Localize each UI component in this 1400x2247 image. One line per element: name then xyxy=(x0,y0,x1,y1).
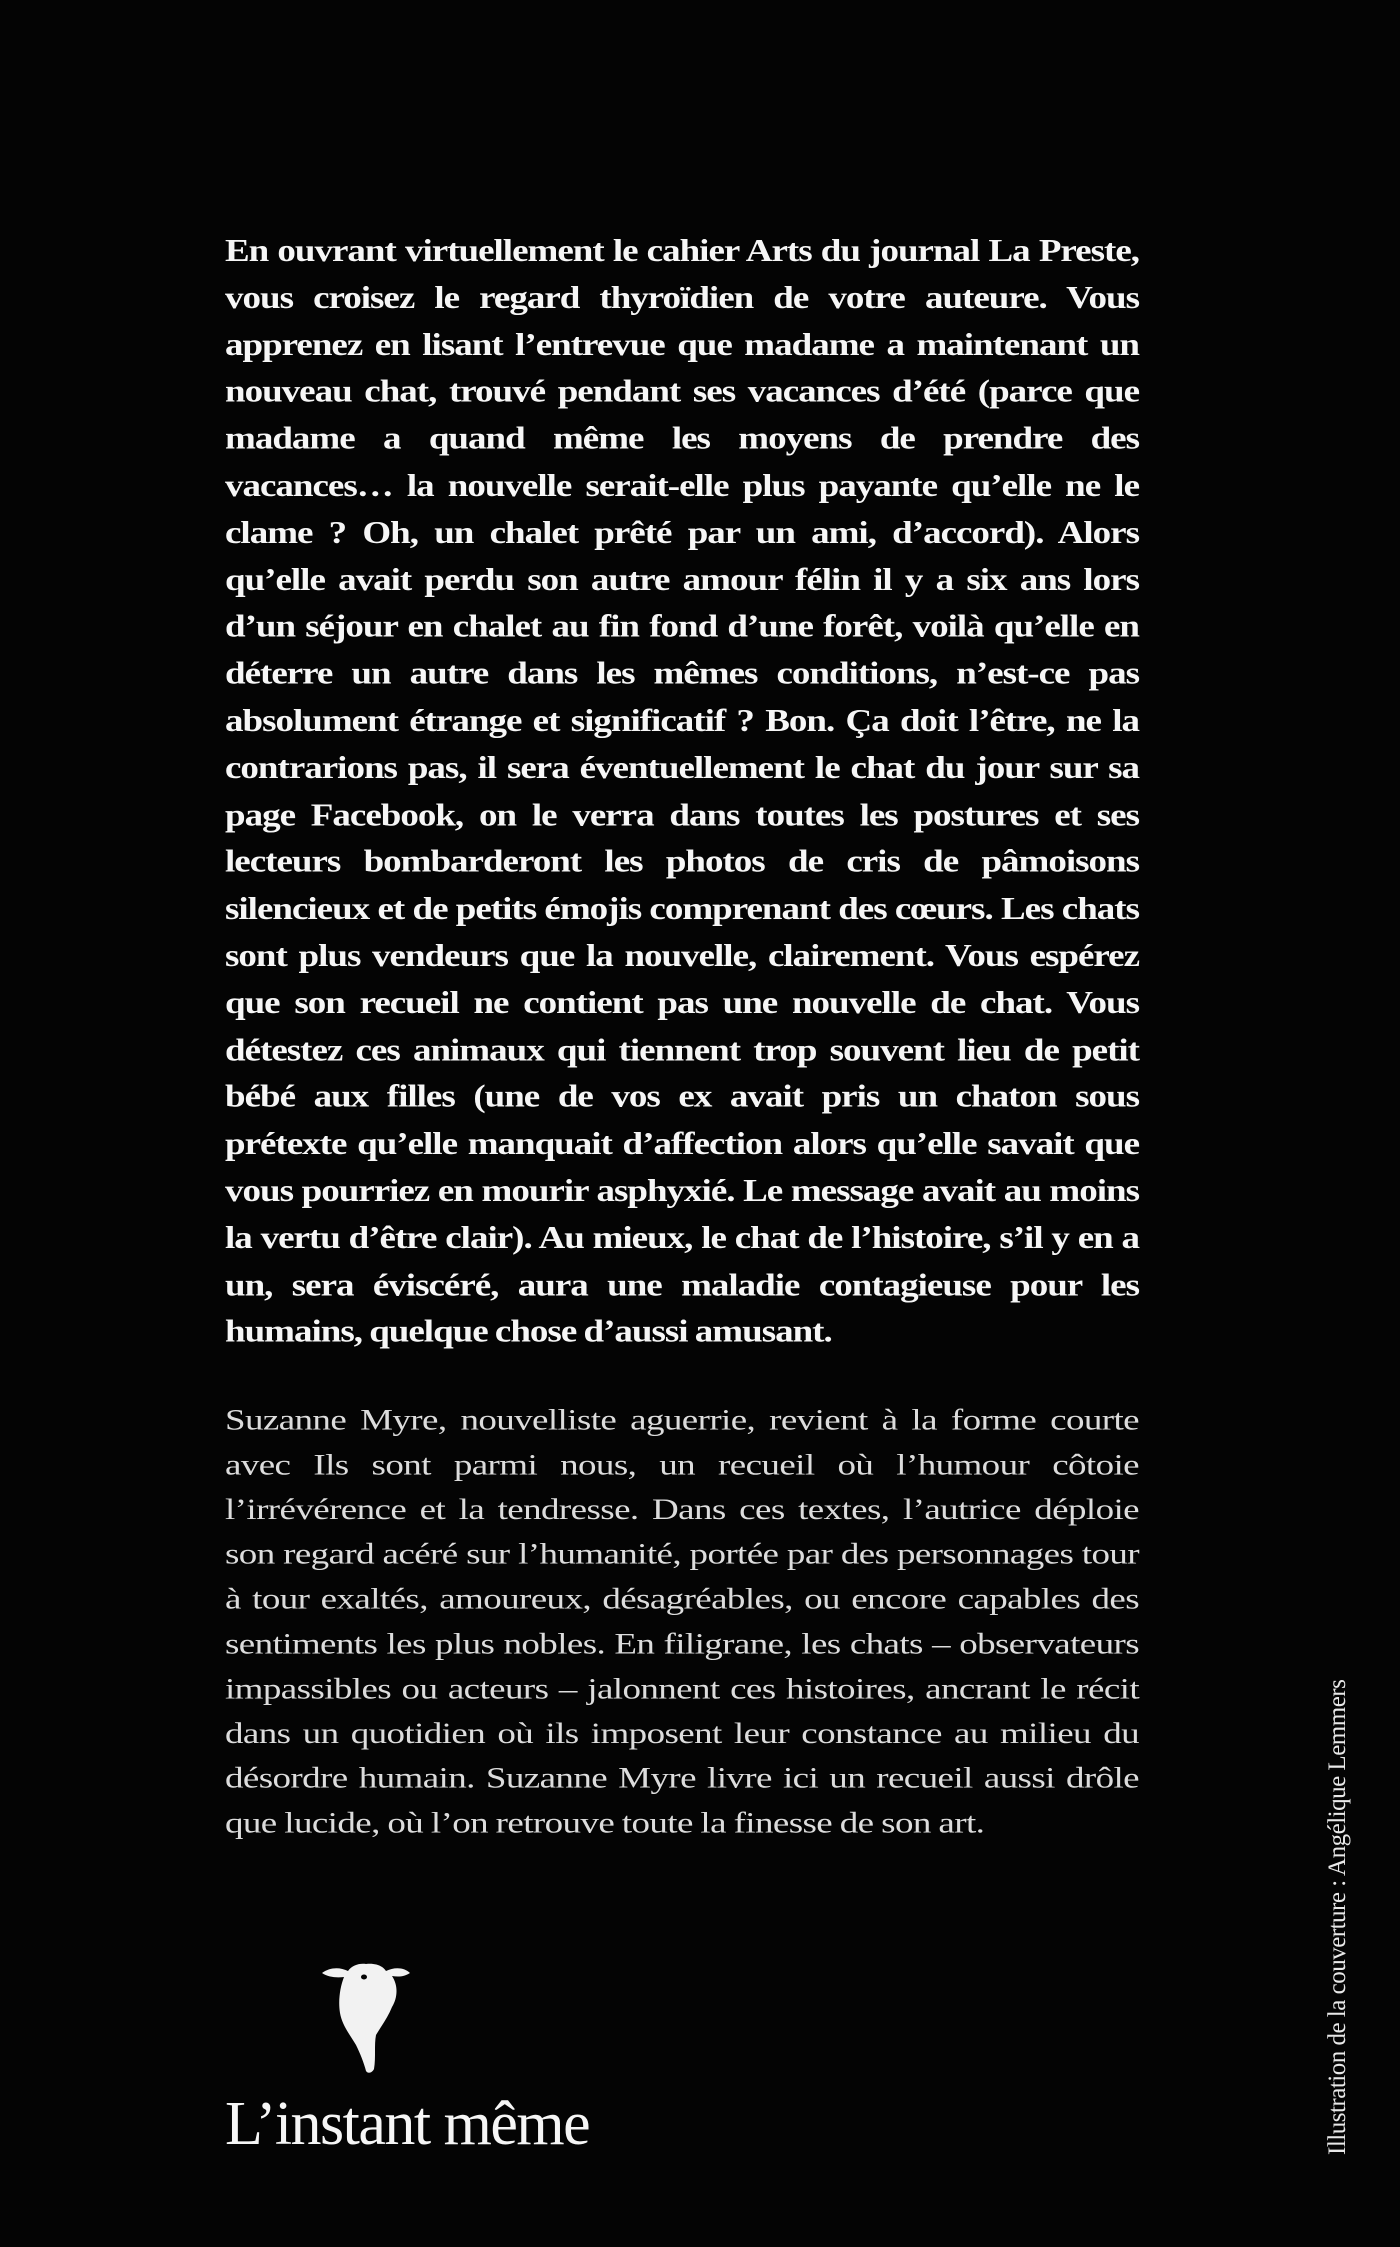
raven-silhouette-icon xyxy=(320,1955,412,2075)
publisher-name: L’instant même xyxy=(225,2090,590,2158)
cover-illustration-credit: Illustration de la couverture : Angélique Lemmers xyxy=(1324,1679,1351,2155)
description-paragraph: Suzanne Myre, nouvelliste aguerrie, revient à la forme courte avec Ils sont parmi nous, un recueil où l’humour côtoie l’irrévérence et la tendresse. Dans ces textes, l’autrice déploie son regard acéré sur l’humanité, portée par des personnages tour à tour exaltés, amoureux, désagréables, ou encore capables des sentiments les plus nobles. En filigrane, les chats – observateurs impassibles ou acteurs – jalonnent ces histoires, ancrant le récit dans un quotidien où ils imposent leur constance au milieu du désordre humain. Suzanne Myre livre ici un recueil aussi drôle que lucide, où l’on retrouve toute la finesse de son art. xyxy=(225,1403,1139,1840)
book-description xyxy=(225,1398,1139,1846)
excerpt-blurb xyxy=(225,228,1139,1356)
excerpt-paragraph: En ouvrant virtuellement le cahier Arts du journal La Preste, vous croisez le regard thyroïdien de votre auteure. Vous apprenez en lisant l’entrevue que madame a maintenant un nouveau chat, trouvé pendant ses vacances d’été (parce que madame a quand même les moyens de prendre des vacances… la nouvelle serait-elle plus payante qu’elle ne le clame ? Oh, un chalet prêté par un ami, d’accord). Alors qu’elle avait perdu son autre amour félin il y a six ans lors d’un séjour en chalet au fin fond d’une forêt, voilà qu’elle en déterre un autre dans les mêmes conditions, n’est-ce pas absolument étrange et significatif ? Bon. Ça doit l’être, ne la contrarions pas, il sera éventuellement le chat du jour sur sa page Facebook, on le verra dans toutes les postures et ses lecteurs bombarderont les photos de cris de pâmoisons silencieux et de petits émojis comprenant des cœurs. Les chats sont plus vendeurs que la nouvelle, clairement. Vous espérez que son recueil ne contient pas une nouvelle de chat. Vous détestez ces animaux qui tiennent trop souvent lieu de petit bébé aux filles (une de vos ex avait pris un chaton sous prétexte qu’elle manquait d’affection alors qu’elle savait que vous pourriez en mourir asphyxié. Le message avait au moins la vertu d’être clair). Au mieux, le chat de l’histoire, s’il y en a un, sera éviscéré, aura une maladie contagieuse pour les humains, quelque chose d’aussi amusant. xyxy=(225,233,1139,1350)
